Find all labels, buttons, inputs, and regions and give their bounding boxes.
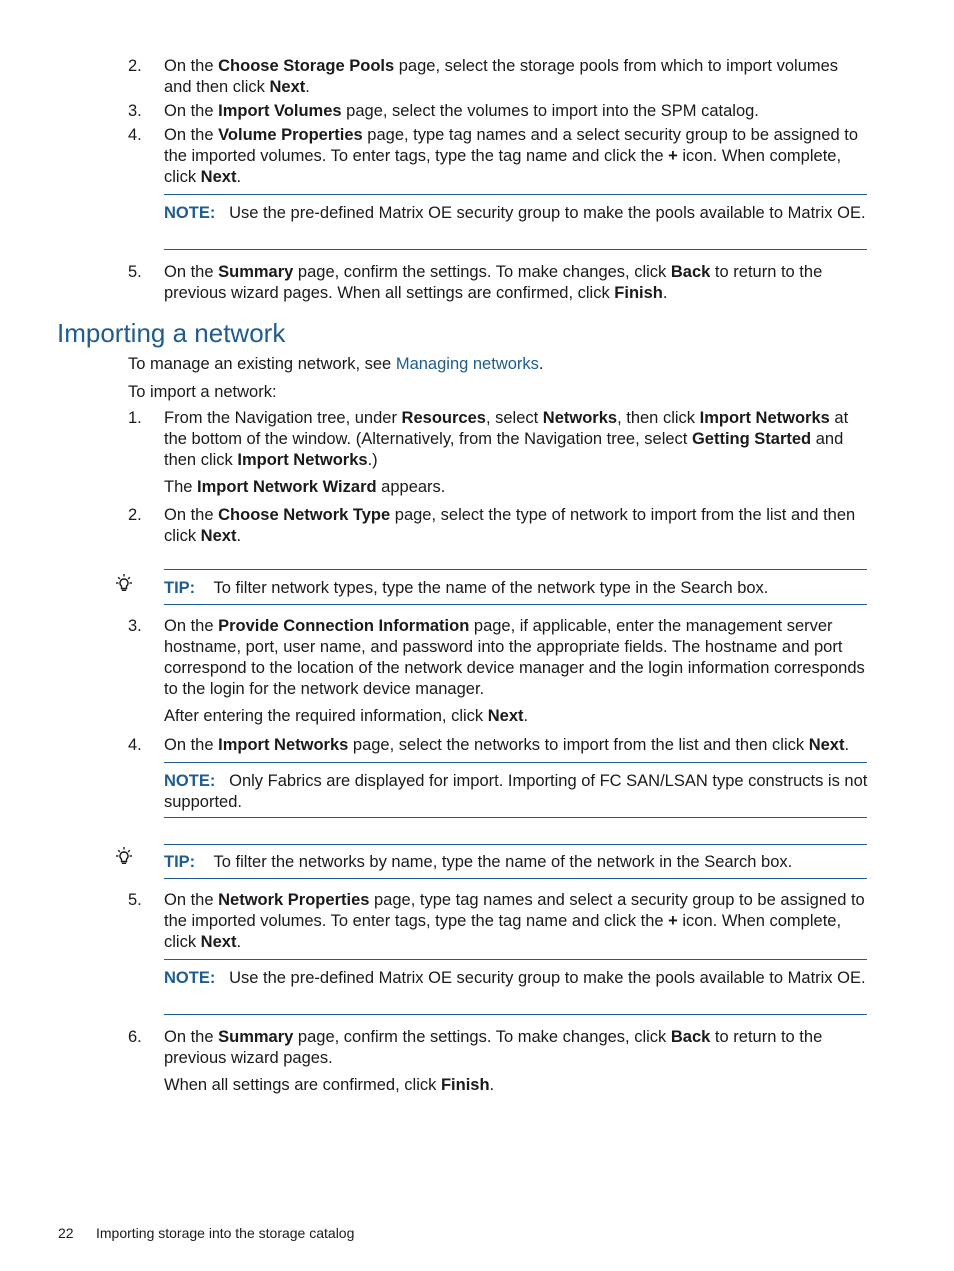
tip-label: TIP:	[164, 853, 196, 871]
note-label: NOTE:	[164, 772, 216, 790]
tip-bottom-rule	[164, 878, 867, 879]
tip-label: TIP:	[164, 579, 196, 597]
section-heading: Importing a network	[57, 318, 286, 348]
lightbulb-icon	[112, 845, 136, 869]
managing-networks-link[interactable]: Managing networks	[395, 355, 539, 373]
note-top-rule	[164, 762, 867, 763]
note-bottom-rule	[164, 249, 867, 250]
note-top-rule	[164, 959, 867, 960]
note-bottom-rule	[164, 817, 867, 818]
note-label: NOTE:	[164, 204, 216, 222]
tip-top-rule	[164, 569, 867, 570]
tip-bottom-rule	[164, 604, 867, 605]
note-label: NOTE:	[164, 969, 216, 987]
page-number: 22	[58, 1225, 74, 1241]
lightbulb-icon	[112, 572, 136, 596]
note-bottom-rule	[164, 1014, 867, 1015]
note-top-rule	[164, 194, 867, 195]
footer-title: Importing storage into the storage catalog	[96, 1225, 355, 1241]
tip-top-rule	[164, 844, 867, 845]
document-page: 2. On the Choose Storage Pools page, select the storage pools from which to import volumes and then click Next. 3. On the Import Volumes page, select the volumes to import into the SPM catalog. 4. On the Volume Properties page, type tag names and a select security group to be assigned to the imported volumes. To enter tags, type the tag name and click the + icon. When complete, click Next. NOTE: Use the pre-defined Matrix OE security group to make the pools available to Matrix OE. 5. On the Summary page, confirm the settings. To make changes, click Back to return to the previous wizard pages. When all settings are confirmed, click Finish. Importing a network To manage an existing network, see Managing networks. To import a network: 1. From the Navigation tree, under Resources, select Networks, then click Import Networks at the bottom of the window. (Alternatively, from the Navigation tree, select Getting Started and then click Import Networks.) The Import Network Wizard appears. 2. On the Choose Network Type page, select the type of network to import from the list and then click Next. TIP: To filter network types, type the name of the network type in the Search box. 3. On the Provide Connection Information page, if applicable, enter the management server hostname, port, user name, and password into the appropriate fields. The hostname and port correspond to the location of the network device manager and the login information corresponds to the login for the network device manager. After entering the required information, click Next. 4. On the Import Networks page, select the networks to import from the list and then click Next. NOTE: Only Fabrics are displayed for import. Importing of FC SAN/LSAN type constructs is not supported. TIP: To filter the networks by name, type the name of the network in the Search box. 5. On the Network Properties page, type tag names and select a security group to be assigned to the imported volumes. To enter tags, type the tag name and click the + icon. When complete, click Next. NOTE: Use the pre-defined Matrix OE security group to make the pools available to Matrix OE. 6. On the Summary page, confirm the settings. To make changes, click Back to return to the previous wizard pages. When all settings are confirmed, click Finish. 22 Importing storage into the storage catalog	[57, 57, 868, 1241]
